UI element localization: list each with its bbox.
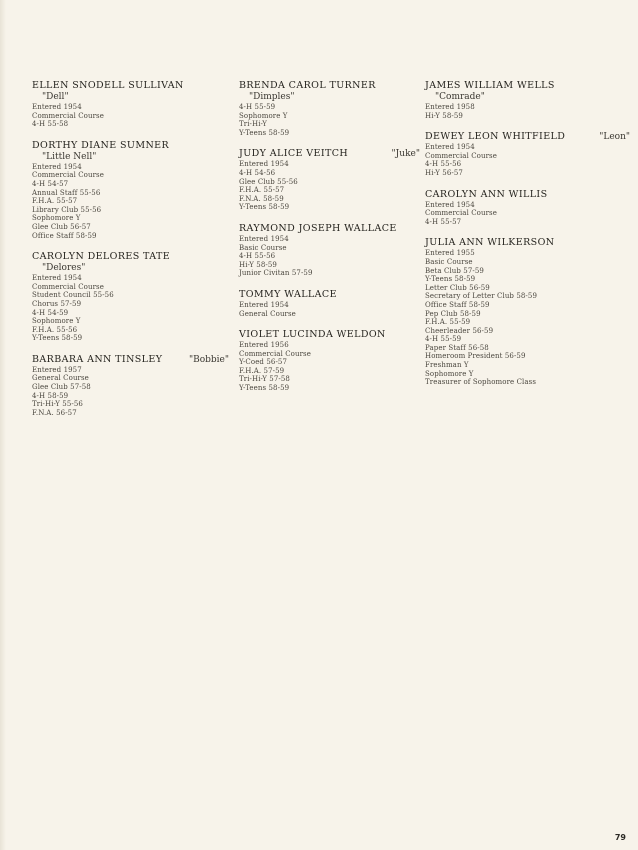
activity-item: Commercial Course — [425, 151, 497, 160]
activity-item: Entered 1954 — [239, 300, 289, 309]
activity-item: Commercial Course — [32, 171, 104, 180]
activity-item: Sophomore Y — [239, 111, 288, 120]
activity-item: 4-H 55-56 — [239, 252, 276, 261]
activity-item: Secretary of Letter Club 58-59 — [425, 292, 538, 301]
activity-list — [239, 103, 424, 137]
activity-item: Annual Staff 55-56 — [32, 188, 101, 197]
activity-item: 4-H 55-57 — [425, 217, 462, 226]
senior-nickname: "Comrade" — [435, 92, 485, 102]
senior-entry — [32, 140, 217, 240]
activity-item: 4-H 55-59 — [239, 103, 276, 111]
activity-item: Glee Club 56-57 — [32, 222, 91, 231]
activity-list — [32, 274, 217, 343]
page-edge — [0, 0, 6, 850]
activity-item: Commercial Course — [239, 349, 311, 358]
activity-item: F.N.A. 56-57 — [32, 408, 77, 417]
activity-item: Hi-Y 58-59 — [239, 260, 277, 269]
senior-name: JAMES WILLIAM WELLS — [425, 80, 555, 91]
activity-list — [32, 103, 217, 129]
activity-item: Y-Teens 58-59 — [239, 384, 290, 393]
activity-item: Commercial Course — [425, 209, 497, 218]
activity-list — [425, 201, 610, 227]
activity-list — [425, 143, 610, 177]
activity-item: F.H.A. 55-57 — [239, 186, 285, 195]
senior-entry — [425, 237, 610, 387]
activity-item: 4-H 54-59 — [32, 308, 69, 317]
activity-item: Tri-Hi-Y 57-58 — [239, 375, 290, 384]
activity-item: 4-H 58-59 — [32, 391, 69, 400]
activity-item: Tri-Hi-Y 55-56 — [32, 400, 83, 409]
senior-entry — [239, 80, 424, 137]
activity-list — [239, 301, 424, 318]
activity-item: Y-Teens 58-59 — [32, 334, 83, 343]
senior-name: DORTHY DIANE SUMNER — [32, 139, 170, 151]
activity-item: Entered 1957 — [32, 365, 82, 374]
senior-nickname: "Juke" — [391, 149, 420, 160]
activity-item: Sophomore Y — [32, 214, 81, 223]
activity-item: 4-H 55-59 — [425, 335, 462, 344]
activity-item: Y-Teens 58-59 — [239, 128, 290, 137]
activity-item: Basic Course — [239, 243, 287, 252]
activity-item: Office Staff 58-59 — [32, 231, 97, 240]
activity-item: 4-H 54-56 — [239, 168, 276, 177]
senior-entry — [32, 251, 217, 343]
senior-entry — [239, 329, 424, 393]
senior-entry — [239, 223, 424, 278]
activity-item: F.H.A. 57-59 — [239, 366, 285, 375]
senior-entry — [239, 289, 424, 318]
column-2 — [239, 80, 424, 404]
activity-item: Hi-Y 58-59 — [425, 111, 463, 120]
senior-entry — [32, 353, 229, 418]
senior-name: CAROLYN DELORES TATE — [32, 251, 171, 263]
activity-item: Hi-Y 56-57 — [425, 168, 463, 177]
activity-item: Commercial Course — [32, 282, 104, 291]
senior-name: TOMMY WALLACE — [239, 288, 337, 300]
senior-nickname: "Bobbie" — [188, 354, 229, 365]
activity-item: 4-H 55-58 — [32, 120, 69, 129]
activity-item: Student Council 55-56 — [32, 291, 114, 300]
activity-list — [239, 160, 424, 212]
column-3 — [425, 80, 630, 398]
activity-item: Office Staff 58-59 — [425, 300, 490, 309]
activity-item: Entered 1954 — [32, 103, 82, 111]
senior-nickname: "Little Nell" — [42, 151, 97, 162]
activity-item: Y-Teens 58-59 — [425, 275, 476, 284]
senior-nickname: "Dell" — [42, 92, 69, 102]
activity-item: Beta Club 57-59 — [425, 266, 484, 275]
activity-item: Junior Civitan 57-59 — [239, 269, 313, 278]
activity-item: Freshman Y — [425, 361, 469, 370]
senior-entry — [32, 80, 217, 129]
senior-entry — [239, 148, 424, 212]
activity-item: General Course — [32, 374, 89, 383]
senior-entry — [425, 131, 630, 177]
activity-item: Treasurer of Sophomore Class — [425, 378, 537, 387]
activity-item: Chorus 57-59 — [32, 299, 82, 308]
activity-item: Cheerleader 56-59 — [425, 326, 494, 335]
activity-item: F.N.A. 58-59 — [239, 194, 284, 203]
activity-item: General Course — [239, 309, 296, 318]
activity-list — [32, 163, 217, 240]
senior-name: CAROLYN ANN WILLIS — [425, 188, 548, 200]
activity-list — [32, 366, 217, 418]
senior-name: RAYMOND JOSEPH WALLACE — [239, 222, 397, 234]
senior-nickname: "Dimples" — [249, 92, 295, 102]
senior-name: ELLEN SNODELL SULLIVAN — [32, 80, 184, 91]
activity-list — [239, 341, 424, 393]
senior-name: VIOLET LUCINDA WELDON — [239, 329, 386, 341]
senior-nickname: "Delores" — [42, 263, 86, 274]
activity-item: F.H.A. 55-59 — [425, 318, 471, 327]
activity-item: Letter Club 56-59 — [425, 283, 490, 292]
activity-item: Glee Club 55-56 — [239, 177, 298, 186]
activity-item: Entered 1954 — [32, 274, 82, 283]
column-1 — [32, 80, 229, 428]
activity-item: Sophomore Y — [425, 369, 474, 378]
senior-nickname: "Leon" — [599, 132, 630, 143]
activity-item: Library Club 55-56 — [32, 205, 102, 214]
activity-item: 4-H 54-57 — [32, 179, 69, 188]
activity-item: Pep Club 58-59 — [425, 309, 481, 318]
activity-item: Glee Club 57-58 — [32, 383, 91, 392]
page-number: 79 — [614, 833, 626, 842]
senior-name: JUDY ALICE VEITCH — [239, 148, 349, 160]
activity-item: Tri-Hi-Y — [239, 120, 267, 129]
activity-item: Basic Course — [425, 257, 473, 266]
activity-item: Entered 1954 — [425, 200, 475, 209]
activity-item: Sophomore Y — [32, 317, 81, 326]
activity-item: Entered 1954 — [239, 160, 289, 169]
senior-entry — [425, 80, 610, 120]
senior-name: BRENDA CAROL TURNER — [239, 80, 376, 91]
activity-item: F.H.A. 55-57 — [32, 197, 78, 206]
activity-item: Y-Coed 56-57 — [239, 358, 288, 367]
activity-item: 4-H 55-56 — [425, 160, 462, 169]
senior-name: DEWEY LEON WHITFIELD — [425, 131, 566, 143]
activity-item: Entered 1954 — [239, 234, 289, 243]
activity-item: F.H.A. 55-56 — [32, 325, 78, 334]
activity-list — [425, 103, 610, 120]
activity-list — [239, 235, 424, 278]
activity-item: Entered 1956 — [239, 341, 289, 350]
activity-item: Commercial Course — [32, 111, 104, 120]
senior-name: JULIA ANN WILKERSON — [425, 237, 555, 249]
senior-entry — [425, 189, 610, 227]
activity-item: Paper Staff 56-58 — [425, 343, 489, 352]
activity-item: Entered 1954 — [425, 143, 475, 152]
activity-item: Y-Teens 58-59 — [239, 203, 290, 212]
activity-item: Entered 1954 — [32, 162, 82, 171]
activity-item: Entered 1958 — [425, 103, 475, 111]
activity-item: Homeroom President 56-59 — [425, 352, 526, 361]
activity-item: Entered 1955 — [425, 249, 475, 258]
senior-name: BARBARA ANN TINSLEY — [32, 353, 163, 365]
activity-list — [425, 249, 610, 387]
